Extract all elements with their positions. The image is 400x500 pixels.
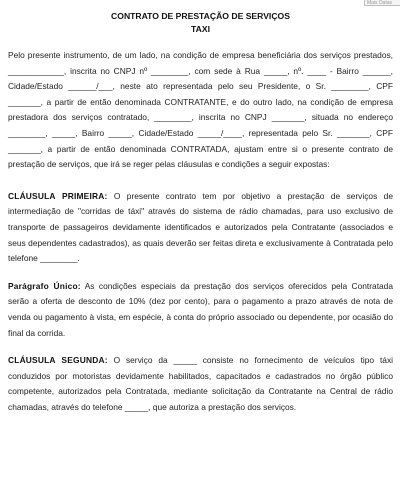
clause-second	[8, 353, 393, 415]
clause-first-heading: CLÁUSULA PRIMEIRA:	[8, 190, 108, 201]
paragraph-unico-heading: Parágrafo Único:	[8, 280, 81, 291]
intro-paragraph: Pelo presente instrumento, de um lado, na condição de empresa beneficiária dos serviços prestados, ____________, inscrita no CNPJ nº ________, com sede à Rua _____, nº. ____ - Bairro ______, Cidade/Estado ______/___, neste ato representada pelo seu Presidente, o Sr. ________, CPF _______, a partir de então denominada CONTRATANTE, e do outro lado, na condição de empresa prestadora dos serviços contratado, ________, inscrita no CNPJ _______, situada no endereço ________, _____, Bairro _____, Cidade/Estado _____/____, representada pelo Sr. _______, CPF _______, a partir de então denominada CONTRATADA, ajustam entre si o presente contrato de prestação de serviços, que irá se reger pelas cláusulas e condições a seguir expostas:	[8, 50, 393, 170]
clause-first	[8, 189, 393, 267]
paragraph-unico-text: As condições especiais da prestação dos serviços oferecidos pela Contratada serão a oferta de desconto de 10% (dez por cento), para o pagamento a prazo através de nota de venda ou pagamento à vista, em espécie, à conta do próprio associado ou dependente, por ocasião do final da corrida.	[8, 280, 393, 338]
top-strip	[0, 0, 400, 6]
corner-widget: Mais Datas	[364, 0, 400, 6]
clause-first-text: O presente contrato tem por objetivo a prestação de serviços de intermediação de "corridas de táxi" através do sistema de rádio chamadas, para uso exclusivo de transporte de passageiros devidamente identificados e autorizados pela Contratante (associados e seus dependentes cadastrados), as quais deverão ser feitas direta e exclusivamente à Contratada pelo telefone ________.	[8, 190, 393, 264]
clause-second-heading: CLÁUSULA SEGUNDA:	[8, 355, 108, 366]
paragraph-unico	[8, 279, 393, 341]
clause-second-text: O serviço da _____ consiste no fornecimento de veículos tipo táxi conduzidos por motoristas devidamente habilitados, capacitados e cadastrados no órgão público competente, autorizados pela Contratada, mediante solicitação da Contratante na Central de rádio chamadas, através do telefone _____, que autoriza a prestação dos serviços.	[8, 355, 393, 412]
contract-document	[8, 10, 393, 415]
document-subtitle: TAXI	[191, 24, 210, 34]
document-title: CONTRATO DE PRESTAÇÃO DE SERVIÇOS	[111, 11, 290, 21]
